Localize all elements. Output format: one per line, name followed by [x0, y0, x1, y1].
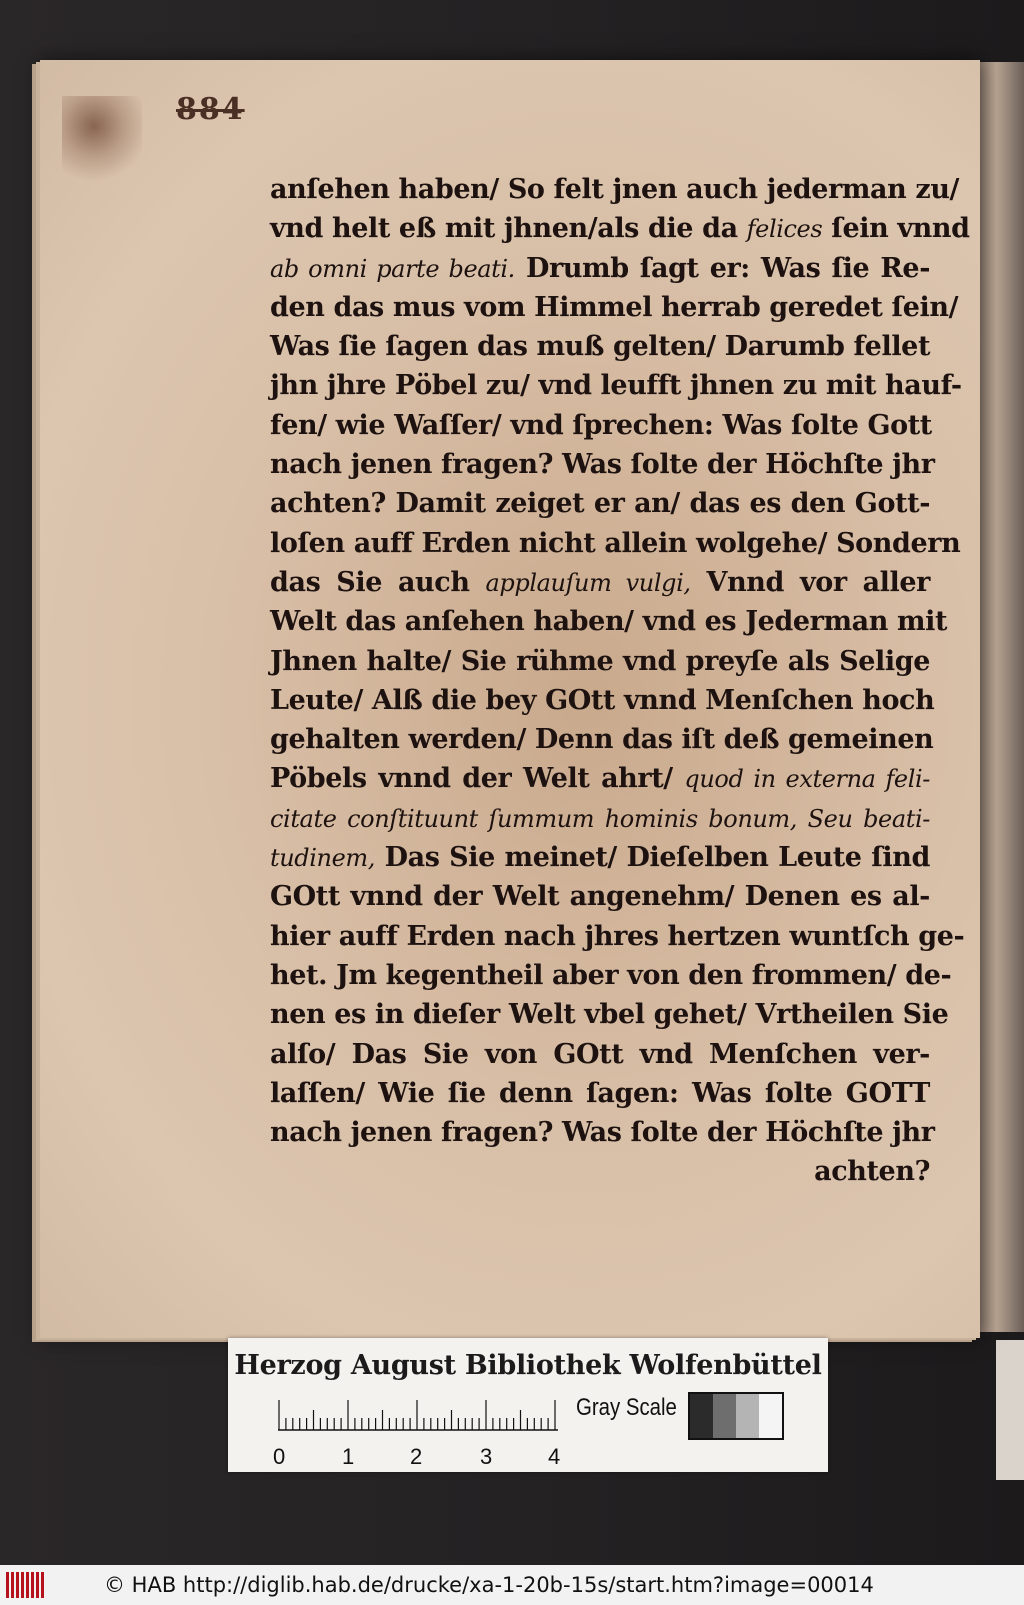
text-line	[270, 995, 949, 1034]
gray-swatch-2	[713, 1394, 736, 1438]
text-line	[270, 681, 935, 720]
text-line	[270, 877, 930, 916]
text-line	[270, 720, 934, 759]
text-segment: ſein vnnd	[822, 213, 970, 245]
text-line	[270, 288, 959, 327]
ruler-label-4: 4	[548, 1444, 561, 1469]
gray-scale-label: Gray Scale	[576, 1394, 677, 1421]
text-segment: Pöbels vnnd der Welt ahrt/	[270, 763, 685, 795]
text-line	[270, 1113, 935, 1152]
copyright-url[interactable]: © HAB http://diglib.hab.de/drucke/xa-1-20b-15s/start.htm?image=00014	[104, 1573, 874, 1597]
text-segment: nach jenen fragen? Was ſolte der Höchſte jhr	[270, 449, 935, 481]
latin-phrase: ab omni parte beati.	[270, 254, 515, 283]
text-segment: achten?	[814, 1156, 930, 1188]
text-line	[270, 484, 930, 523]
adjacent-card-edge	[996, 1340, 1024, 1480]
gray-scale-swatches	[688, 1392, 784, 1440]
library-color-card	[228, 1338, 828, 1472]
text-line	[270, 445, 935, 484]
text-line	[270, 917, 965, 956]
ink-stain	[62, 96, 142, 196]
latin-phrase: quod in externa feli-	[684, 765, 930, 794]
gray-swatch-3	[736, 1394, 759, 1438]
gray-swatch-4	[759, 1394, 782, 1438]
text-segment: nach jenen fragen? Was ſolte der Höchſte jhr	[270, 1117, 935, 1149]
ruler	[278, 1398, 558, 1438]
text-line	[270, 1035, 930, 1074]
text-line	[270, 1074, 930, 1113]
text-line	[270, 209, 970, 248]
text-line	[270, 524, 961, 563]
text-segment: Drumb ſagt er: Was ſie Re-	[514, 252, 930, 284]
text-line	[270, 170, 960, 209]
text-line	[270, 642, 930, 681]
gray-swatch-1	[690, 1394, 713, 1438]
text-line	[270, 249, 930, 288]
footer-bar	[0, 1565, 1024, 1605]
text-segment: vnd helt eß mit jhnen/als die da	[270, 213, 747, 245]
library-title: Herzog August Bibliothek Wolfenbüttel	[234, 1350, 822, 1381]
ruler-label-1: 1	[342, 1444, 355, 1469]
latin-phrase: citate conſtituunt ſummum hominis bonum, Seu beati-	[270, 804, 930, 833]
text-segment: anſehen haben/ So felt jnen auch jederman zu/	[270, 174, 960, 205]
text-segment: loſen auff Erden nicht allein wolgehe/ Sondern	[270, 527, 961, 559]
text-line	[270, 366, 962, 405]
text-segment: achten? Damit zeiget er an/ das es den Gott-	[270, 488, 930, 520]
text-line	[270, 956, 952, 995]
text-segment: GOtt vnnd der Welt angenehm/ Denen es al-	[270, 881, 930, 913]
text-segment: den das mus vom Himmel herrab geredet ſein/	[270, 291, 959, 323]
text-segment: nen es in dieſer Welt vbel gehet/ Vrtheilen Sie	[270, 999, 949, 1031]
page-text	[270, 170, 970, 1220]
text-segment: laſſen/ Wie ſie denn ſagen: Was ſolte GOTT	[270, 1077, 930, 1109]
ruler-label-2: 2	[410, 1444, 423, 1469]
text-segment: das Sie auch	[270, 566, 486, 598]
text-segment: gehalten werden/ Denn das iſt deß gemeinen	[270, 724, 934, 756]
latin-phrase: tudinem,	[270, 844, 375, 873]
text-segment: Welt das anſehen haben/ vnd es Jederman mit	[270, 606, 948, 638]
text-line	[270, 759, 930, 798]
text-line	[270, 838, 930, 877]
text-line	[270, 563, 930, 602]
text-segment: hier auff Erden nach jhres hertzen wuntſch ge-	[270, 920, 965, 952]
ruler-label-0: 0	[273, 1444, 286, 1469]
text-line	[270, 602, 948, 641]
page-number: 884	[176, 92, 245, 127]
text-segment: Jhnen halte/ Sie rühme vnd preyſe als Selige	[270, 645, 930, 677]
text-segment: fen/ wie Waſſer/ vnd ſprechen: Was ſolte Gott	[270, 409, 932, 441]
text-segment: Das Sie meinet/ Dieſelben Leute ſind	[375, 842, 930, 874]
text-segment: het. Jm kegentheil aber von den frommen/ de-	[270, 959, 952, 991]
ruler-label-3: 3	[480, 1444, 493, 1469]
text-line	[270, 1152, 930, 1191]
text-segment: alſo/ Das Sie von GOtt vnd Menſchen ver-	[270, 1038, 930, 1070]
adjacent-page-edge	[978, 62, 1024, 1332]
text-line	[270, 406, 930, 445]
text-segment: Was ſie ſagen das muß gelten/ Darumb fellet	[270, 331, 931, 363]
text-segment: jhn jhre Pöbel zu/ vnd leufft jhnen zu mit hauf-	[270, 370, 962, 402]
text-line	[270, 799, 930, 838]
text-line	[270, 327, 930, 366]
latin-phrase: applauſum vulgi,	[485, 568, 691, 597]
hab-logo-icon	[6, 1572, 46, 1598]
latin-phrase: felices	[746, 215, 823, 244]
text-segment: Vnnd vor aller	[690, 566, 931, 598]
text-segment: Leute/ Alß die bey GOtt vnnd Menſchen hoch	[270, 684, 935, 716]
